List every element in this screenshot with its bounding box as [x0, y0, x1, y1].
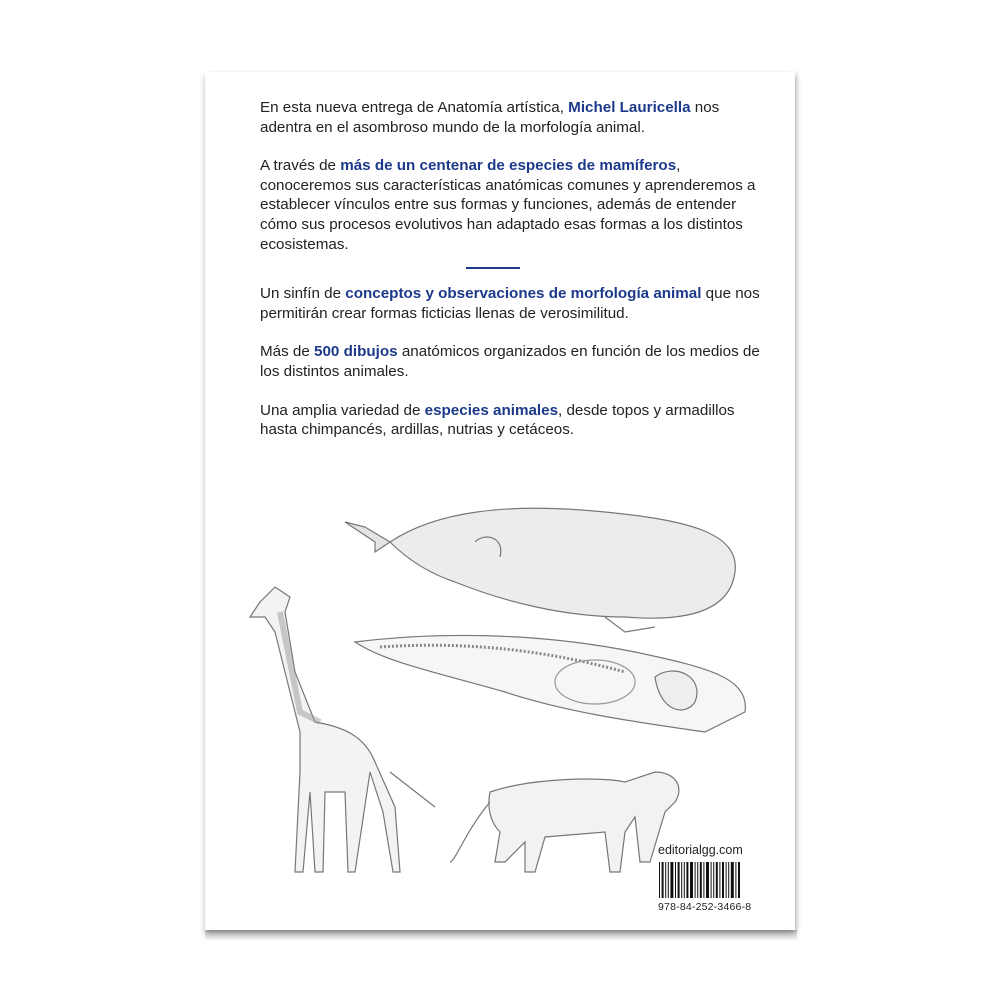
- barcode-bar: [684, 862, 685, 898]
- barcode-bar: [665, 862, 666, 898]
- barcode-bar: [678, 862, 680, 898]
- barcode-bar: [670, 862, 673, 898]
- sperm-whale-illustration: [345, 508, 735, 632]
- text: A través de: [260, 157, 341, 175]
- barcode-bar: [728, 862, 729, 898]
- barcode-bar: [711, 862, 712, 898]
- highlight: conceptos y observaciones de morfología animal: [345, 285, 702, 303]
- text: Más de: [260, 343, 315, 361]
- barcode-bar: [686, 862, 688, 898]
- barcode-bar: [690, 862, 693, 898]
- barcode-bar: [668, 862, 669, 898]
- barcode-bar: [722, 862, 724, 898]
- barcode-bar: [716, 862, 718, 898]
- text: Un sinfín de: [260, 285, 346, 303]
- publisher-website: editorialgg.com: [658, 843, 743, 857]
- highlight: especies animales: [424, 401, 559, 419]
- barcode-bar: [700, 862, 702, 898]
- barcode-bar: [681, 862, 682, 898]
- text: nos adentra en el asombroso mundo de la morfología animal.: [260, 99, 720, 136]
- author-name: Michel Lauricella: [568, 99, 691, 116]
- barcode-bar: [731, 862, 734, 898]
- whale-skeleton-illustration: [355, 635, 745, 732]
- text: , conoceremos sus características anatómicas comunes y aprenderemos a establecer vínculos entre sus formas y funciones, además de entender cómo sus procesos evolutivos han adaptado esas formas a los distintos ecosistemas.: [260, 157, 756, 253]
- barcode-bar: [713, 862, 714, 898]
- text: que nos permitirán crear formas ficticias llenas de verosimilitud.: [260, 285, 760, 322]
- barcode-bar: [662, 862, 664, 898]
- cover-shadow: [205, 930, 797, 940]
- barcode-bar: [738, 862, 740, 898]
- barcode-bar: [659, 862, 660, 898]
- text: Una amplia variedad de: [260, 401, 425, 419]
- text: En esta nueva entrega de Anatomía artística,: [260, 99, 569, 116]
- barcode-bar: [735, 862, 736, 898]
- isbn-number: 978-84-252-3466-8: [658, 901, 752, 913]
- barcode-bar: [706, 862, 709, 898]
- barcode-bar: [703, 862, 704, 898]
- barcode-bar: [675, 862, 676, 898]
- highlight: más de un centenar de especies de mamíferos: [340, 157, 677, 175]
- highlight: 500 dibujos: [314, 343, 398, 361]
- book-back-cover: [205, 72, 795, 930]
- text: , desde topos y armadillos hasta chimpancés, ardillas, nutrias y cetáceos.: [260, 401, 735, 439]
- barcode-bar: [695, 862, 696, 898]
- text: anatómicos organizados en función de los medios de los distintos animales.: [260, 343, 760, 380]
- animal-illustrations: [205, 72, 795, 930]
- barcode-bar: [726, 862, 727, 898]
- barcode-bar: [697, 862, 698, 898]
- barcode: [658, 862, 753, 898]
- giraffe-illustration: [250, 587, 435, 872]
- tiger-illustration: [450, 772, 679, 872]
- barcode-bar: [719, 862, 720, 898]
